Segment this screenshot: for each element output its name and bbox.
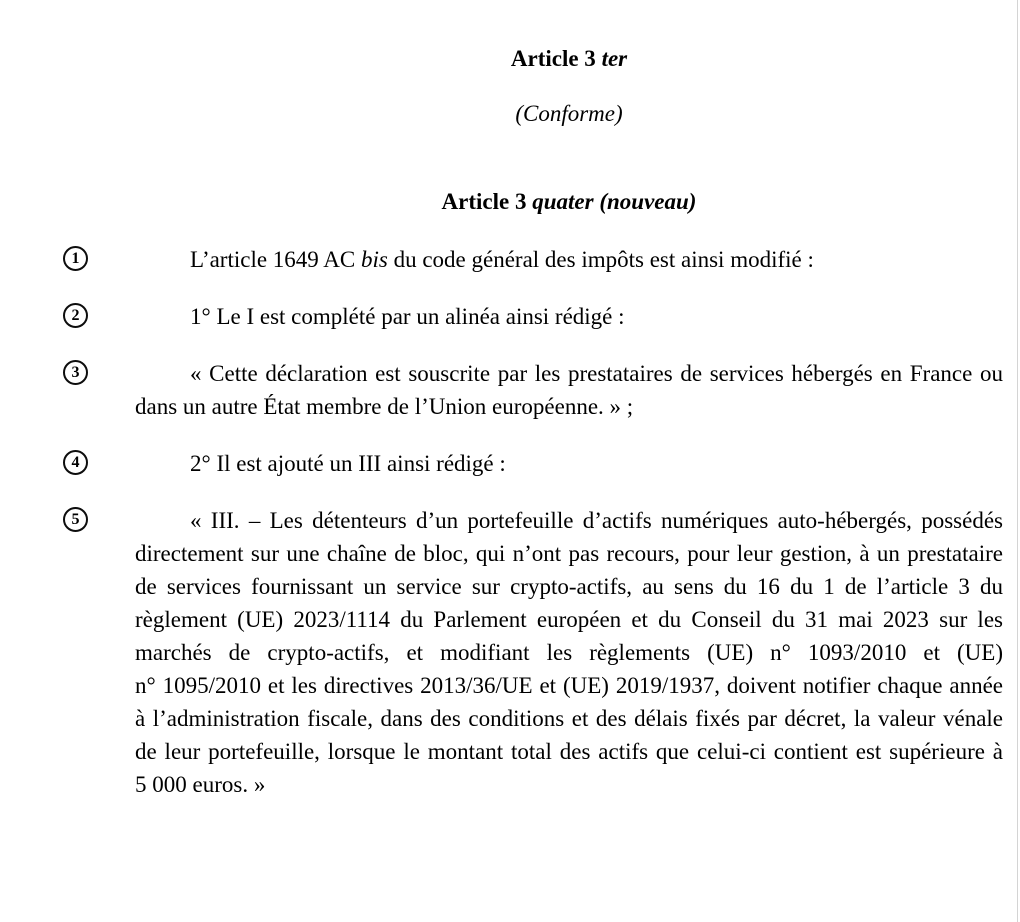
paragraph-2-text: 1° Le I est complété par un alinéa ainsi rédigé : — [190, 304, 625, 329]
paragraph-3-text: « Cette déclaration est souscrite par les prestataires de services hébergés en France ou dans un autre État membre de l’Union européenne. » ; — [135, 361, 1003, 419]
alinea-marker-4 — [63, 450, 88, 475]
alinea-marker-2 — [63, 303, 88, 328]
alinea-marker-5 — [63, 507, 88, 532]
paragraph-1 — [71, 243, 1003, 276]
alinea-marker-1-number: 1 — [71, 249, 80, 267]
article-3-ter-heading-main: Article 3 — [510, 46, 596, 71]
alinea-marker-4-number: 4 — [71, 453, 80, 471]
paragraph-2 — [71, 300, 1003, 333]
page-edge-line — [1017, 0, 1018, 922]
paragraph-5-text: « III. – Les détenteurs d’un portefeuille d’actifs numériques auto-hébergés, possédés directement sur une chaîne de bloc, qui n’ont pas recours, pour leur gestion, à un prestataire de services fournissant un service sur crypto-actifs, au sens du 16 du 1 de l’article 3 du règlement (UE) 2023/1114 du Parlement européen et du Conseil du 31 mai 2023 sur les marchés de crypto-actifs, et modifiant les règlements (UE) n° 1093/2010 et (UE) n° 1095/2010 et les directives 2013/36/UE et (UE) 2019/1937, doivent notifier chaque année à l’administration fiscale, dans des conditions et des délais fixés par décret, la valeur vénale de leur portefeuille, lorsque le montant total des actifs que celui-ci contient est supérieure à 5 000 euros. » — [135, 508, 1003, 797]
alinea-marker-3 — [63, 360, 88, 385]
paragraph-5 — [71, 504, 1003, 801]
paragraph-4-text: 2° Il est ajouté un III ainsi rédigé : — [190, 451, 506, 476]
paragraph-4 — [71, 447, 1003, 480]
paragraph-3 — [71, 357, 1003, 423]
paragraph-1-segment-after: du code général des impôts est ainsi modifié : — [387, 247, 814, 272]
article-3-quater-heading — [135, 185, 1003, 218]
paragraph-1-segment-italic: bis — [360, 247, 388, 272]
paragraph-1-segment-before: L’article 1649 AC — [190, 247, 361, 272]
alinea-marker-3-number: 3 — [71, 363, 80, 381]
article-3-quater-heading-main: Article 3 — [441, 189, 527, 214]
alinea-marker-2-number: 2 — [71, 306, 80, 324]
article-3-ter-heading-suffix: ter — [601, 46, 628, 71]
paragraph-1-text — [190, 247, 814, 272]
article-3-ter-heading — [135, 42, 1003, 75]
alinea-marker-1 — [63, 246, 88, 271]
document-content — [71, 42, 1003, 825]
article-3-quater-heading-suffix: quater (nouveau) — [532, 189, 697, 214]
conforme-note: (Conforme) — [515, 101, 623, 126]
alinea-marker-5-number: 5 — [71, 510, 80, 528]
